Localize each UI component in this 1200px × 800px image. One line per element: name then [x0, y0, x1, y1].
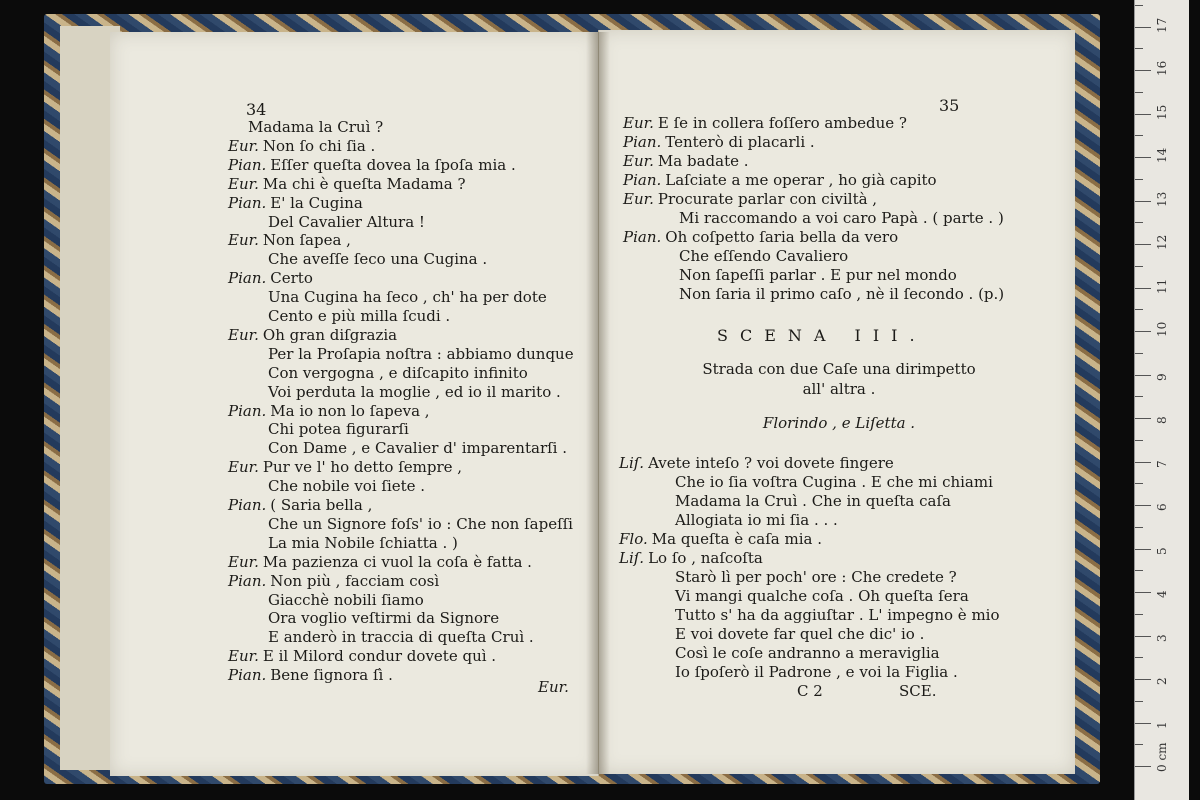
- verse-line: [268, 364, 528, 382]
- verse-line: [268, 591, 424, 609]
- ruler-tick: [1135, 679, 1151, 680]
- verse-line: [228, 137, 375, 155]
- ruler-number: 16: [1155, 60, 1169, 76]
- ruler-tick: [1135, 222, 1143, 223]
- page-number-left: 34: [246, 100, 267, 119]
- verse-text: Che aveſſe ſeco una Cugina .: [268, 250, 488, 269]
- verse-line: [675, 625, 924, 643]
- ruler-tick: [1135, 331, 1151, 332]
- scene-characters: Florindo , e Liſetta .: [762, 414, 916, 432]
- verse-line: [619, 549, 763, 567]
- speaker-label: Eur.: [228, 231, 259, 250]
- ruler-number: 4: [1155, 590, 1169, 598]
- verse-text: Con vergogna , e diſcapito infinito: [268, 363, 528, 382]
- ruler-tick: [1135, 549, 1151, 550]
- verse-line: [623, 152, 749, 170]
- verse-text: Vi mangi qualche coſa . Oh queſta ſera: [675, 587, 969, 605]
- ruler-tick: [1135, 135, 1143, 136]
- ruler-tick: [1135, 309, 1143, 310]
- verse-text: Che io ſia voſtra Cugina . E che mi chiami: [675, 473, 993, 491]
- verse-text: Non più , facciam così: [270, 571, 440, 590]
- verse-text: Laſciate a me operar , ho già capito: [665, 171, 937, 189]
- ruler-tick: [1135, 27, 1151, 28]
- verse-text: Certo: [270, 269, 313, 288]
- speaker-label: Eur.: [228, 458, 259, 477]
- verse-text: Oh coſpetto ſaria bella da vero: [665, 228, 899, 246]
- ruler-tick: [1135, 5, 1143, 6]
- verse-text: Per la Proſapia noſtra : abbiamo dunque: [268, 344, 574, 363]
- verse-line: [268, 383, 561, 401]
- ruler-number: 13: [1155, 191, 1169, 207]
- page-number-right: 35: [939, 96, 960, 115]
- verse-text: Tenterò di placarli .: [665, 133, 815, 151]
- speaker-label: Pian.: [228, 269, 267, 288]
- verse-text: Giacchè nobili ſiamo: [268, 590, 424, 609]
- measuring-ruler: [1134, 0, 1189, 800]
- verse-text: Ma pazienza ci vuol la coſa è fatta .: [262, 552, 532, 571]
- verse-text: Eſſer queſta dovea la ſpoſa mia .: [270, 155, 516, 174]
- verse-text: Cento e più milla ſcudi .: [268, 307, 451, 325]
- ruler-number: 11: [1155, 278, 1169, 294]
- ruler-tick: [1135, 723, 1151, 724]
- verse-text: Che eſſendo Cavaliero: [679, 247, 849, 265]
- verse-text: Non ſapeſſi parlar . E pur nel mondo: [679, 266, 957, 284]
- verse-line: [228, 269, 313, 287]
- verse-text: Oh gran diſgrazia: [262, 325, 398, 344]
- ruler-tick: [1135, 157, 1151, 158]
- ruler-tick: [1135, 570, 1143, 571]
- signature-mark: C 2: [797, 682, 823, 700]
- verse-text: Mi raccomando a voi caro Papà . ( parte . ): [679, 209, 1004, 227]
- speaker-label: Pian.: [228, 193, 267, 212]
- verse-line: [228, 231, 351, 249]
- ruler-tick: [1135, 527, 1143, 528]
- verse-line: [268, 534, 458, 552]
- verse-text: Avete inteſo ? voi dovete fingere: [648, 454, 894, 472]
- ruler-number: 0 cm: [1155, 742, 1169, 772]
- ruler-tick: [1135, 657, 1143, 658]
- verse-line: [228, 572, 439, 590]
- verse-line: [228, 647, 496, 665]
- verse-line: [675, 587, 969, 605]
- verse-text: Che nobile voi ſiete .: [268, 477, 426, 496]
- verse-line: [623, 190, 877, 208]
- ruler-tick: [1135, 418, 1151, 419]
- verse-text: Con Dame , e Cavalier d' imparentarſi .: [268, 439, 567, 458]
- speaker-label: Pian.: [623, 228, 662, 246]
- verse-line: [268, 628, 534, 646]
- speaker-label: Eur.: [623, 114, 654, 132]
- ruler-number: 5: [1155, 546, 1169, 555]
- verse-line: [228, 326, 397, 344]
- verse-line: [268, 345, 574, 363]
- verse-text: Ma queſta è caſa mia .: [651, 530, 823, 548]
- speaker-label: Eur.: [228, 174, 259, 193]
- verse-line: [268, 307, 450, 325]
- verse-line: [623, 171, 937, 189]
- verse-text: Io ſpoſerò il Padrone , e voi la Figlia .: [675, 663, 958, 681]
- ruler-tick: [1135, 396, 1143, 397]
- verse-text: E' la Cugina: [270, 193, 363, 212]
- verse-text: Non ſapea ,: [262, 231, 351, 250]
- speaker-label: Eur.: [623, 190, 654, 208]
- ruler-tick: [1135, 288, 1151, 289]
- verse-text: Non ſo chi ſia .: [262, 136, 376, 155]
- right-page: [598, 30, 1075, 774]
- verse-line: [623, 228, 898, 246]
- ruler-tick: [1135, 744, 1143, 745]
- verse-text: Ma chi è queſta Madama ?: [262, 174, 466, 193]
- verse-line: [268, 439, 567, 457]
- verse-line: [268, 250, 487, 268]
- ruler-tick: [1135, 636, 1151, 637]
- verse-text: Lo ſo , naſcoſta: [648, 549, 763, 567]
- verse-text: Ma badate .: [657, 152, 749, 170]
- speaker-label: Eur.: [228, 325, 259, 344]
- verse-text: Del Cavalier Altura !: [268, 212, 425, 231]
- ruler-tick: [1135, 92, 1143, 93]
- scene-setting-line1: Strada con due Caſe una dirimpetto: [702, 360, 976, 378]
- verse-line: [228, 175, 466, 193]
- verse-line: [248, 118, 383, 136]
- speaker-label: Pian.: [623, 171, 662, 189]
- ruler-number: 14: [1155, 147, 1169, 163]
- ruler-number: 12: [1155, 234, 1169, 250]
- verse-line: [268, 515, 573, 533]
- verse-line: [228, 666, 393, 684]
- verse-line: [228, 194, 363, 212]
- ruler-tick: [1135, 266, 1143, 267]
- verse-text: E il Milord condur dovete quì .: [262, 647, 497, 666]
- verse-line: [268, 213, 425, 231]
- ruler-number: 2: [1155, 677, 1169, 685]
- verse-line: [623, 133, 815, 151]
- verse-text: Voi perduta la moglie , ed io il marito .: [268, 382, 561, 401]
- speaker-label: Liſ.: [619, 454, 645, 472]
- verse-line: [268, 420, 409, 438]
- verse-text: Ma io non lo ſapeva ,: [270, 401, 430, 420]
- ruler-tick: [1135, 701, 1143, 702]
- ruler-tick: [1135, 48, 1143, 49]
- verse-text: Non ſaria il primo caſo , nè il ſecondo . (p.): [679, 285, 1005, 303]
- verse-text: Allogiata io mi ſia . . .: [675, 511, 838, 529]
- verse-line: [268, 288, 547, 306]
- verse-line: [619, 454, 894, 472]
- verse-line: [228, 496, 372, 514]
- verse-line: [228, 402, 430, 420]
- verse-line: [228, 156, 516, 174]
- verse-line: [619, 530, 822, 548]
- verse-text: La mia Nobile ſchiatta . ): [268, 533, 458, 552]
- verse-line: [679, 209, 1004, 227]
- book-gutter: [586, 32, 610, 774]
- verse-line: [675, 606, 1000, 624]
- verse-line: [268, 609, 499, 627]
- speaker-label: Pian.: [228, 155, 267, 174]
- speaker-label: Pian.: [228, 666, 267, 685]
- ruler-tick: [1135, 462, 1151, 463]
- ruler-tick: [1135, 440, 1143, 441]
- speaker-label: Flo.: [619, 530, 648, 548]
- verse-line: [675, 492, 951, 510]
- verse-line: [228, 458, 462, 476]
- ruler-number: 6: [1155, 503, 1169, 511]
- verse-line: [679, 266, 957, 284]
- verse-line: [679, 247, 848, 265]
- ruler-tick: [1135, 614, 1143, 615]
- ruler-tick: [1135, 201, 1151, 202]
- ruler-tick: [1135, 70, 1151, 71]
- speaker-label: Pian.: [623, 133, 662, 151]
- ruler-tick: [1135, 592, 1151, 593]
- verse-text: Chi potea figurarſi: [268, 420, 409, 439]
- verse-text: Madama la Cruì ?: [248, 118, 384, 136]
- verse-line: [623, 114, 907, 132]
- ruler-tick: [1135, 179, 1143, 180]
- left-page: [110, 32, 599, 776]
- verse-text: Procurate parlar con civiltà ,: [657, 190, 878, 208]
- verse-line: [675, 644, 940, 662]
- verse-text: Una Cugina ha ſeco , ch' ha per dote: [268, 288, 547, 307]
- verse-line: [268, 477, 425, 495]
- ruler-number: 8: [1155, 416, 1169, 424]
- speaker-label: Eur.: [228, 136, 259, 155]
- catchword-right: SCE.: [899, 682, 937, 700]
- verse-text: E ſe in collera foſſero ambedue ?: [657, 114, 907, 132]
- ruler-number: 10: [1155, 321, 1169, 337]
- verse-text: ( Saria bella ,: [270, 496, 373, 514]
- verse-line: [675, 663, 958, 681]
- verse-text: Tutto s' ha da aggiuſtar . L' impegno è mio: [675, 606, 1000, 624]
- speaker-label: Pian.: [228, 571, 267, 590]
- verse-line: [675, 568, 957, 586]
- verse-text: Che un Signore foſs' io : Che non ſapeſſi: [268, 514, 573, 533]
- speaker-label: Eur.: [228, 647, 259, 666]
- verse-text: Così le coſe andranno a meraviglia: [675, 644, 940, 662]
- verse-line: [679, 285, 1004, 303]
- verse-text: E voi dovete far quel che dic' io .: [675, 625, 925, 643]
- catchword-left: Eur.: [538, 678, 569, 696]
- ruler-tick: [1135, 766, 1151, 767]
- ruler-tick: [1135, 375, 1151, 376]
- verse-text: Madama la Cruì . Che in queſta caſa: [675, 492, 951, 510]
- ruler-number: 1: [1155, 720, 1169, 729]
- ruler-number: 7: [1155, 459, 1169, 468]
- ruler-number: 9: [1155, 372, 1169, 381]
- speaker-label: Liſ.: [619, 549, 645, 567]
- verse-text: E anderò in traccia di queſta Cruì .: [268, 628, 534, 647]
- verse-text: Bene ſignora ſì .: [270, 666, 393, 685]
- ruler-tick: [1135, 244, 1151, 245]
- verse-text: Starò lì per poch' ore : Che credete ?: [675, 568, 957, 586]
- verse-line: [675, 473, 993, 491]
- verse-text: Ora voglio veſtirmi da Signore: [268, 609, 500, 628]
- ruler-tick: [1135, 505, 1151, 506]
- speaker-label: Eur.: [228, 552, 259, 571]
- verse-line: [228, 553, 532, 571]
- speaker-label: Pian.: [228, 496, 267, 514]
- ruler-tick: [1135, 114, 1151, 115]
- ruler-number: 15: [1155, 104, 1169, 120]
- ruler-number: 3: [1155, 633, 1169, 642]
- scene-heading: SCENA III.: [717, 326, 927, 345]
- verse-line: [675, 511, 838, 529]
- verse-text: Pur ve l' ho detto ſempre ,: [262, 458, 463, 477]
- speaker-label: Eur.: [623, 152, 654, 170]
- ruler-tick: [1135, 483, 1143, 484]
- speaker-label: Pian.: [228, 401, 267, 420]
- scene-setting-line2: all' altra .: [802, 380, 876, 398]
- ruler-tick: [1135, 353, 1143, 354]
- ruler-number: 17: [1155, 17, 1169, 33]
